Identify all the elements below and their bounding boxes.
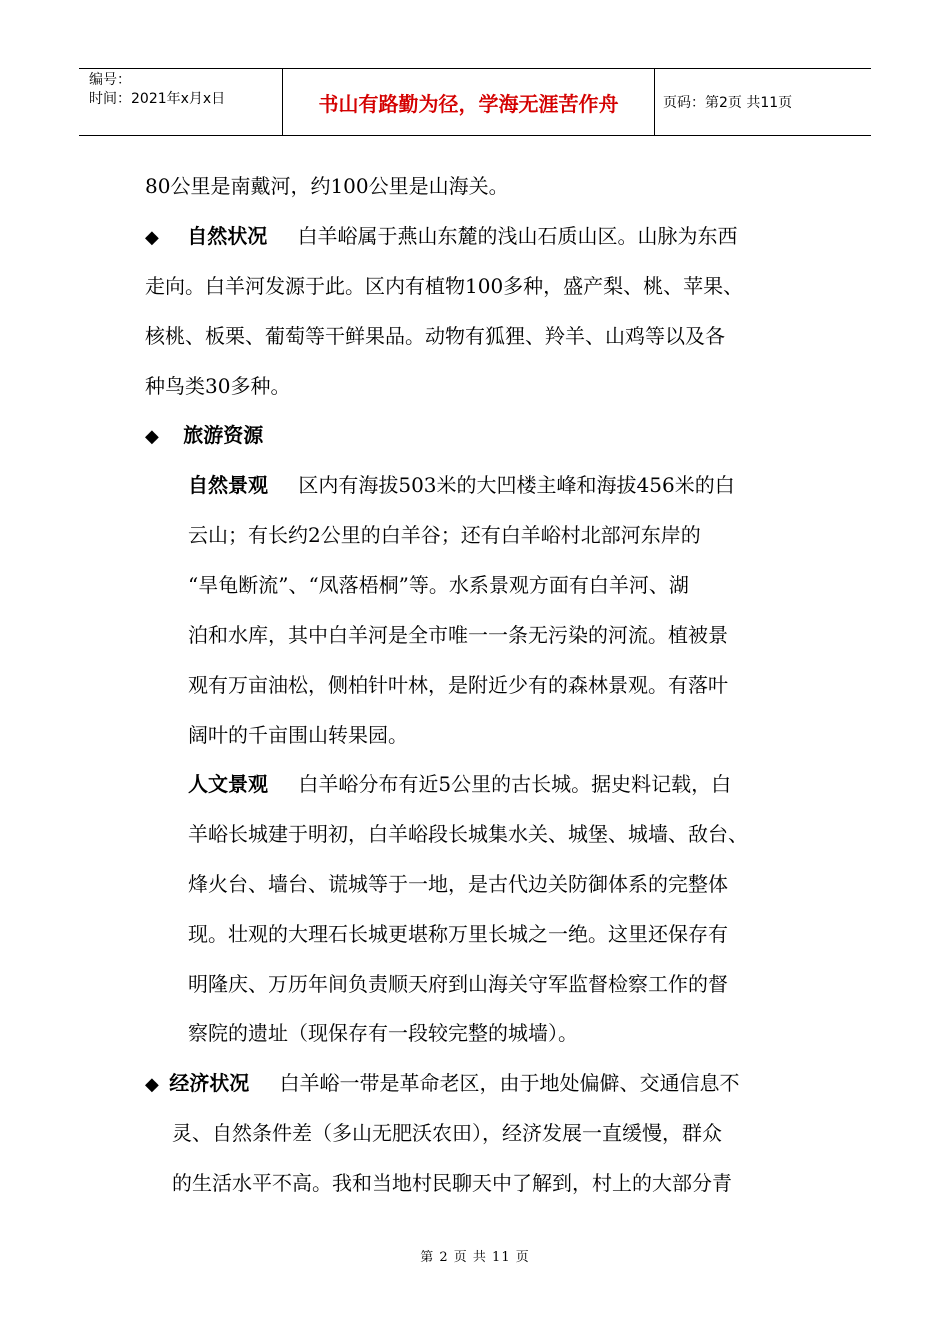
section-heading: 旅游资源 bbox=[183, 423, 264, 447]
paragraph-line: 烽火台、墙台、谎城等于一地，是古代边关防御体系的完整体 bbox=[188, 872, 728, 896]
subsection-cultural-scenery bbox=[188, 770, 731, 798]
paragraph-line: 观有万亩油松，侧柏针叶林，是附近少有的森林景观。有落叶 bbox=[188, 673, 728, 697]
paragraph-line: 察院的遗址（现保存有一段较完整的城墙）。 bbox=[188, 1021, 578, 1045]
paragraph-line: 走向。白羊河发源于此。区内有植物100多种，盛产梨、桃、苹果、 bbox=[145, 274, 744, 298]
section-heading: 经济状况 bbox=[169, 1071, 250, 1095]
subsection-natural-scenery bbox=[188, 471, 735, 499]
document-number-label: 编号： bbox=[89, 72, 131, 88]
paragraph-line: 白羊峪分布有近5公里的古长城。据史料记载，白 bbox=[298, 772, 732, 796]
section-heading: 自然状况 bbox=[187, 224, 268, 248]
section-tourism-resources bbox=[145, 421, 263, 451]
paragraph-line: 80公里是南戴河，约100公里是山海关。 bbox=[145, 174, 509, 198]
section-natural-conditions bbox=[145, 222, 738, 252]
subsection-heading: 人文景观 bbox=[188, 772, 268, 796]
paragraph-line: 羊峪长城建于明初，白羊峪段长城集水关、城堡、城墙、敌台、 bbox=[188, 822, 748, 846]
section-economic-conditions bbox=[145, 1069, 740, 1099]
paragraph-line: “旱龟断流”、“凤落梧桐”等。水系景观方面有白羊河、湖 bbox=[188, 573, 689, 597]
page-header bbox=[79, 68, 871, 136]
document-time-label: 时间：2021年x月x日 bbox=[89, 91, 226, 107]
paragraph-line: 云山；有长约2公里的白羊谷；还有白羊峪村北部河东岸的 bbox=[188, 523, 701, 547]
paragraph-line: 核桃、板栗、葡萄等干鲜果品。动物有狐狸、羚羊、山鸡等以及各 bbox=[145, 324, 725, 348]
paragraph-line: 白羊峪属于燕山东麓的浅山石质山区。山脉为东西 bbox=[297, 224, 738, 248]
paragraph-line: 阔叶的千亩围山转果园。 bbox=[188, 723, 408, 747]
paragraph-line: 的生活水平不高。我和当地村民聊天中了解到，村上的大部分青 bbox=[172, 1171, 732, 1195]
paragraph-line: 灵、自然条件差（多山无肥沃农田），经济发展一直缓慢，群众 bbox=[172, 1121, 722, 1145]
paragraph-line: 种鸟类30多种。 bbox=[145, 374, 291, 398]
header-motto: 书山有路勤为径，学海无涯苦作舟 bbox=[283, 69, 655, 135]
header-meta bbox=[79, 69, 283, 135]
paragraph-line: 现。壮观的大理石长城更堪称万里长城之一绝。这里还保存有 bbox=[188, 922, 728, 946]
paragraph-line: 区内有海拔503米的大凹楼主峰和海拔456米的白 bbox=[298, 473, 735, 497]
paragraph-line: 白羊峪一带是革命老区，由于地处偏僻、交通信息不 bbox=[279, 1071, 740, 1095]
diamond-bullet-icon: ◆ bbox=[145, 426, 159, 447]
diamond-bullet-icon: ◆ bbox=[145, 227, 159, 248]
paragraph-line: 明隆庆、万历年间负责顺天府到山海关守军监督检察工作的督 bbox=[188, 972, 728, 996]
header-page-number: 页码：第2页 共11页 bbox=[663, 95, 793, 111]
page-footer: 第 2 页 共 11 页 bbox=[420, 1250, 530, 1265]
subsection-heading: 自然景观 bbox=[188, 473, 268, 497]
paragraph-line: 泊和水库，其中白羊河是全市唯一一条无污染的河流。植被景 bbox=[188, 623, 728, 647]
diamond-bullet-icon: ◆ bbox=[145, 1074, 159, 1095]
